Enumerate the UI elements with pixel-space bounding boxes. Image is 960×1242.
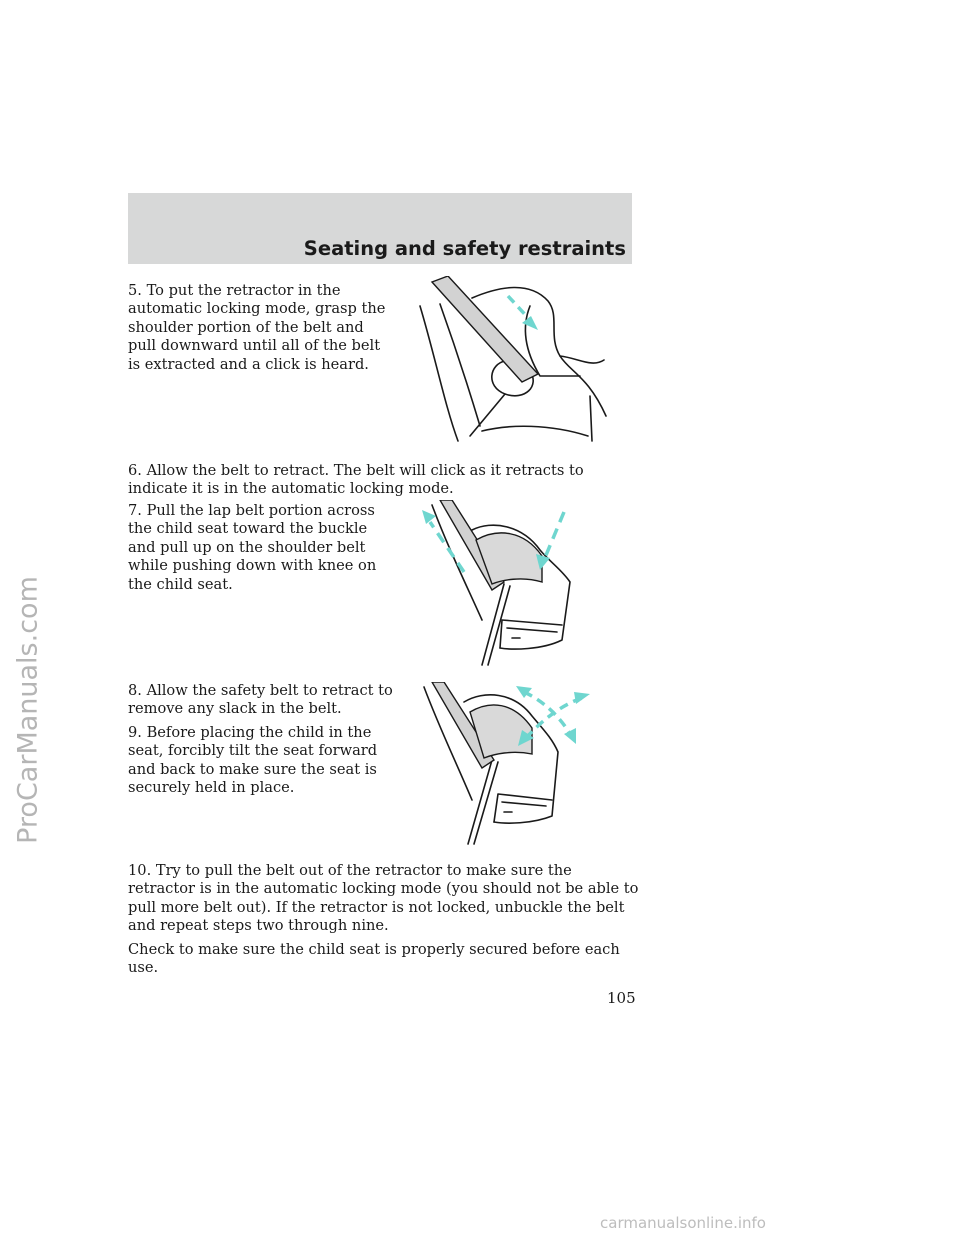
shoulder-belt [432,276,538,382]
arrow-head-right [574,692,590,704]
side-watermark [4,430,52,990]
arrow-down-shaft [544,512,564,560]
child-seat-shell [472,287,606,416]
figure-retractor-pull [410,276,616,444]
step-5-text: 5. To put the retractor in the automatic locking mode, grasp the shoulder portion of the belt and pull downward until all of the belt is extracted and a click is heard. [128,282,386,373]
step-8-text: 8. Allow the safety belt to retract to remove any slack in the belt. [128,682,393,718]
step-10-text: 10. Try to pull the belt out of the retractor to make sure the retractor is in the automatic locking mode (you should not be able to pull more belt out). If the retractor is not locked, unbuckle the belt and repeat steps two through nine. [128,862,639,935]
closing-text: Check to make sure the child seat is properly secured before each use. [128,941,620,977]
section-title: Seating and safety restraints [303,237,626,260]
arrow-head [522,316,538,330]
footer-watermark: carmanualsonline.info [600,1214,766,1232]
figure-lap-belt-tighten [412,500,588,668]
step-6-text: 6. Allow the belt to retract. The belt will click as it retracts to indicate it is in the automatic locking mode. [128,462,584,498]
section-header [128,193,632,264]
figure-tilt-seat [414,682,594,852]
page-number: 105 [607,989,636,1007]
side-watermark-text: ProCarManuals.com [12,576,44,844]
seat-back-outline [420,306,458,441]
arrow-head-bottom [564,728,576,744]
step-7-text: 7. Pull the lap belt portion across the child seat toward the buckle and pull up on the shoulder belt while pushing down with knee on the child seat. [128,502,377,593]
step-9-text: 9. Before placing the child in the seat, forcibly tilt the seat forward and back to make sure the seat is securely held in place. [128,724,378,797]
